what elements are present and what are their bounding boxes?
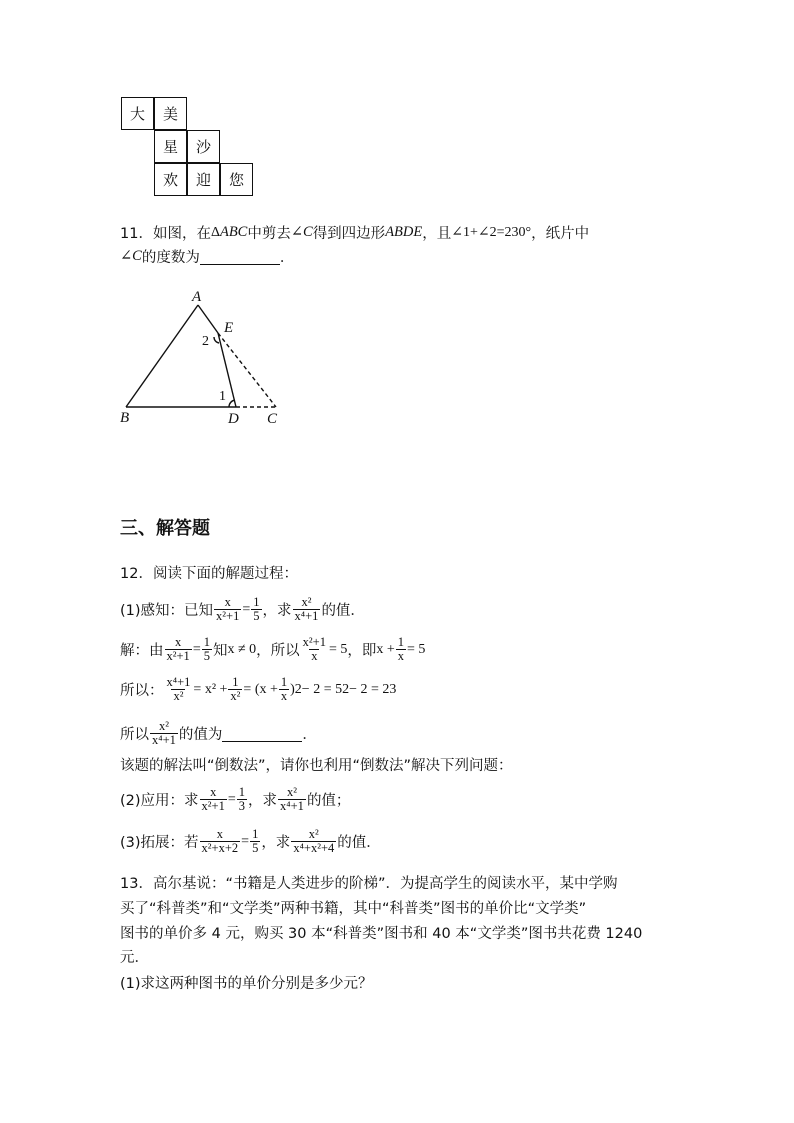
net-cell-ying: 迎 bbox=[187, 163, 220, 196]
q12-so-prefix: 所以： bbox=[120, 683, 164, 699]
q11-mid3: ，且 bbox=[422, 226, 452, 242]
q11-angle-c-2: ∠C bbox=[120, 248, 142, 264]
q12-sol-cond: x ≠ 0 bbox=[227, 641, 257, 657]
frac-x-over-x2pxp2: $\frac{x}{\text{x²+x+2}}$ bbox=[201, 827, 239, 855]
frac-x2-over-x4px2p4: $\frac{\text{x²}}{\text{x⁴+x²+4}}$ bbox=[293, 827, 335, 855]
frac-x-over-x2p1-b: $\frac{x}{\text{x²+1}}$ bbox=[166, 635, 190, 663]
q12-p2-prefix: (2)应用：求 bbox=[120, 793, 199, 809]
frac-one-fifth-b: $\frac{1}{5}$ bbox=[203, 635, 210, 663]
q13-line2-text: 买了“科普类”和“文学类”两种书籍，其中“科普类”图书的单价比“文学类” bbox=[120, 901, 587, 917]
q12-sol-mid1: 知 bbox=[212, 643, 228, 659]
q11-line2-end: ． bbox=[279, 250, 295, 266]
label-e: E bbox=[224, 320, 234, 336]
frac-one-over-x: $\frac{1}{x}$ bbox=[397, 635, 405, 663]
label-2: 2 bbox=[202, 334, 209, 349]
q12-ans-prefix: 所以 bbox=[120, 727, 149, 743]
q11-suffix: ，纸片中 bbox=[531, 226, 590, 242]
q11-delta: Δ bbox=[210, 224, 220, 240]
q12-sol-mid3: ，即 bbox=[347, 643, 377, 659]
q12-p2-mid: ，求 bbox=[248, 793, 278, 809]
eq-sign-c: = bbox=[227, 791, 236, 807]
net-cell-nin: 您 bbox=[220, 163, 253, 196]
q12-sol-mid2: ，所以 bbox=[256, 643, 300, 659]
q12-part3 bbox=[120, 828, 381, 855]
q11-prefix: 11．如图，在 bbox=[120, 226, 211, 242]
x-plus: x + bbox=[376, 641, 395, 657]
frac-one-over-x2: $\frac{1}{\text{x²}}$ bbox=[230, 675, 241, 703]
q11-mid1: 中剪去 bbox=[247, 226, 291, 242]
q13-sub1 bbox=[120, 972, 373, 993]
frac-x2p1-over-x: $\frac{\text{x²+1}}{x}$ bbox=[302, 635, 326, 663]
q12-intro-text: 12．阅读下面的解题过程： bbox=[120, 566, 298, 582]
q11-line1 bbox=[120, 222, 589, 243]
q12-p3-mid: ，求 bbox=[261, 835, 291, 851]
label-c: C bbox=[267, 411, 278, 427]
q11-abde: ABDE bbox=[385, 224, 423, 240]
frac-x2-over-x4p1-b: $\frac{\text{x²}}{\text{x⁴+1}}$ bbox=[152, 719, 176, 747]
q12-part1 bbox=[120, 596, 365, 623]
q13-line3 bbox=[120, 922, 642, 943]
section-title: 三、解答题 bbox=[120, 518, 210, 539]
q13-line3-text: 图书的单价多 4 元，购买 30 本“科普类”图书和 40 本“文学类”图书共花费 1240 bbox=[120, 926, 643, 942]
eq-sign-d: = bbox=[241, 833, 250, 849]
label-b: B bbox=[120, 410, 130, 426]
label-d: D bbox=[228, 411, 239, 427]
q12-p2-suffix: 的值； bbox=[306, 793, 351, 809]
angle-2-arc bbox=[214, 337, 219, 343]
q12-p1-prefix: (1)感知：已知 bbox=[120, 603, 214, 619]
q12-p1-suffix: 的值． bbox=[321, 603, 365, 619]
frac-one-over-x-b: $\frac{1}{x}$ bbox=[280, 675, 288, 703]
q12-so bbox=[120, 676, 396, 703]
side-ae bbox=[198, 305, 218, 333]
net-cell-huan: 欢 bbox=[154, 163, 187, 196]
q12-method bbox=[120, 754, 513, 775]
q12-p1-mid: ，求 bbox=[262, 603, 292, 619]
frac-x2-over-x4p1: $\frac{\text{x²}}{\text{x⁴+1}}$ bbox=[294, 595, 319, 623]
q11-line2 bbox=[120, 246, 294, 267]
q11-line2-suffix: 的度数为 bbox=[141, 250, 200, 266]
q12-sol-prefix: 解：由 bbox=[120, 643, 164, 659]
q11-abc: ABC bbox=[219, 224, 248, 240]
q11-mid2: 得到四边形 bbox=[312, 226, 386, 242]
q12-solution bbox=[120, 636, 425, 663]
triangle-figure bbox=[110, 285, 310, 430]
frac-x4p1-over-x2: $\frac{\text{x⁴+1}}{\text{x²}}$ bbox=[166, 675, 191, 703]
q13-line1-text: 13．高尔基说：“书籍是人类进步的阶梯”．为提高学生的阅读水平，某中学购 bbox=[120, 876, 618, 892]
frac-one-fifth: $\frac{1}{5}$ bbox=[253, 595, 260, 623]
frac-one-fifth-c: $\frac{1}{5}$ bbox=[252, 827, 259, 855]
q12-answer-blank[interactable] bbox=[222, 725, 302, 742]
q11-answer-blank[interactable] bbox=[200, 248, 280, 265]
frac-x-over-x2p1-c: $\frac{x}{\text{x²+1}}$ bbox=[201, 785, 225, 813]
q12-so-eq3: ) bbox=[290, 681, 295, 697]
net-cell-xing: 星 bbox=[154, 130, 187, 163]
net-cell-da: 大 bbox=[121, 97, 154, 130]
q13-line2 bbox=[120, 897, 586, 918]
q13-line4-text: 元． bbox=[120, 950, 149, 966]
eq-sign: = bbox=[242, 601, 251, 617]
q12-method-text: 该题的解法叫“倒数法”，请你也利用“倒数法”解决下列问题： bbox=[120, 758, 513, 774]
q11-angle-eq: ∠1+∠2=230° bbox=[451, 225, 532, 240]
q12-sol-eq2: = 5 bbox=[407, 641, 426, 657]
sup-2a: 2 bbox=[294, 681, 302, 697]
q13-line1 bbox=[120, 872, 617, 893]
q13-sub1-text: (1)求这两种图书的单价分别是多少元？ bbox=[120, 976, 373, 992]
q12-part2 bbox=[120, 786, 350, 813]
q11-angle-c: ∠C bbox=[290, 224, 313, 240]
q12-sol-eq1: = 5 bbox=[328, 641, 348, 657]
label-1: 1 bbox=[219, 389, 226, 404]
q12-so-eq: = x² + bbox=[193, 681, 228, 697]
q12-ans-end: ． bbox=[302, 727, 317, 743]
sup-2b: 2 bbox=[342, 681, 350, 697]
q12-so-eq5: − 2 = 23 bbox=[349, 681, 397, 697]
frac-one-third: $\frac{1}{3}$ bbox=[238, 785, 246, 813]
q12-answer bbox=[120, 720, 317, 747]
net-cell-sha: 沙 bbox=[187, 130, 220, 163]
q12-so-eq2: = (x + bbox=[243, 681, 278, 697]
q12-ans-suffix: 的值为 bbox=[178, 727, 223, 743]
frac-x-over-x2p1: $\frac{x}{\text{x²+1}}$ bbox=[216, 595, 240, 623]
q12-so-eq4: − 2 = 5 bbox=[301, 681, 343, 697]
side-ab bbox=[126, 305, 198, 407]
q13-line4 bbox=[120, 946, 149, 967]
label-a: A bbox=[192, 289, 202, 305]
q12-intro bbox=[120, 562, 298, 583]
eq-sign-b: = bbox=[192, 641, 201, 657]
frac-x2-over-x4p1-c: $\frac{\text{x²}}{\text{x⁴+1}}$ bbox=[280, 785, 304, 813]
net-cell-mei: 美 bbox=[154, 97, 187, 130]
q12-p3-prefix: (3)拓展：若 bbox=[120, 835, 199, 851]
q12-p3-suffix: 的值． bbox=[337, 835, 381, 851]
